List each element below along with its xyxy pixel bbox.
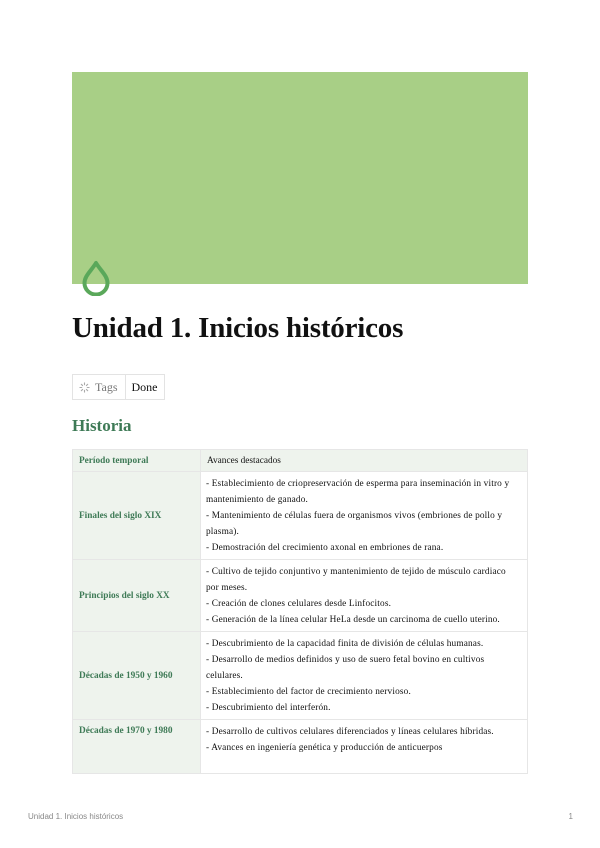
drop-icon <box>80 260 112 296</box>
period-cell: Décadas de 1970 y 1980 <box>73 720 201 774</box>
history-table <box>72 449 528 774</box>
section-heading: Historia <box>72 416 132 435</box>
list-item: - Desarrollo de cultivos celulares diferenciados y líneas celulares híbridas. <box>206 727 494 737</box>
list-item: - Establecimiento de criopreservación de esperma para inseminación in vitro y mantenimiento de ganado. <box>206 479 510 505</box>
column-header-advances: Avances destacados <box>201 450 528 472</box>
list-item: - Generación de la línea celular HeLa desde un carcinoma de cuello uterino. <box>206 615 500 625</box>
tags-property-name <box>73 375 126 399</box>
list-item: - Mantenimiento de células fuera de organismos vivos (embriones de pollo y plasma). <box>206 511 503 537</box>
advances-cell <box>201 720 528 774</box>
table-row <box>73 472 528 560</box>
list-item: - Establecimiento del factor de crecimiento nervioso. <box>206 687 411 697</box>
page-title: Unidad 1. Inicios históricos <box>72 312 404 344</box>
advances-cell <box>201 472 528 560</box>
tags-value[interactable]: Done <box>131 379 158 394</box>
period-cell: Décadas de 1950 y 1960 <box>73 632 201 720</box>
table-row <box>73 560 528 632</box>
table-row <box>73 632 528 720</box>
list-item: - Avances en ingeniería genética y producción de anticuerpos <box>206 743 443 753</box>
footer-title: Unidad 1. Inicios históricos <box>28 812 124 821</box>
list-item: - Cultivo de tejido conjuntivo y mantenimiento de tejido de músculo cardiaco por meses. <box>206 567 506 593</box>
list-item: - Desarrollo de medios definidos y uso de suero fetal bovino en cultivos celulares. <box>206 655 485 681</box>
period-cell: Principios del siglo XX <box>73 560 201 632</box>
list-item: - Demostración del crecimiento axonal en embriones de rana. <box>206 543 444 553</box>
list-item: - Descubrimiento de la capacidad finita de división de células humanas. <box>206 639 484 649</box>
cover-image <box>72 72 528 284</box>
table-header-row <box>73 450 528 472</box>
page-number: 1 <box>568 812 573 821</box>
advances-cell <box>201 632 528 720</box>
table-row <box>73 720 528 774</box>
loading-icon <box>79 382 90 393</box>
tags-label: Tags <box>95 379 118 394</box>
advances-cell <box>201 560 528 632</box>
tags-property[interactable] <box>72 374 165 400</box>
period-cell: Finales del siglo XIX <box>73 472 201 560</box>
list-item: - Creación de clones celulares desde Linfocitos. <box>206 599 392 609</box>
list-item: - Descubrimiento del interferón. <box>206 703 331 713</box>
column-header-period: Período temporal <box>73 450 201 472</box>
